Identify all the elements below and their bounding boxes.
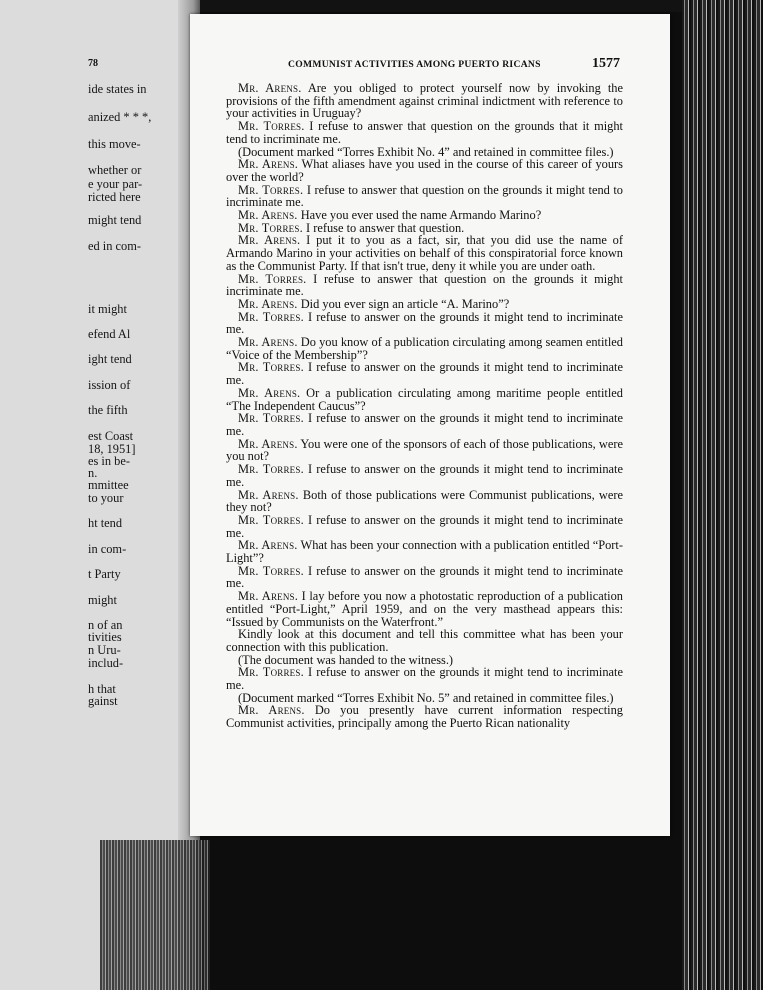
speaker-name: Mr. Arens. — [238, 487, 299, 502]
left-page-fragment: ricted here — [88, 190, 141, 204]
left-page-fragment: e your par- — [88, 177, 143, 191]
transcript-paragraph — [226, 311, 623, 336]
transcript-paragraph — [226, 666, 623, 691]
page-number: 1577 — [592, 56, 620, 71]
paragraph-text: (Document marked “Torres Exhibit No. 5” and retained in committee files.) — [238, 690, 614, 705]
paragraph-text: I refuse to answer on the grounds it might tend to incriminate me. — [226, 563, 623, 591]
speaker-name: Mr. Arens. — [238, 296, 298, 311]
speaker-name: Mr. Torres. — [238, 220, 303, 235]
paragraph-text: Both of those publications were Communist publications, were they not? — [226, 487, 623, 515]
paragraph-text: What has been your connection with a publication entitled “Port-Light”? — [226, 538, 624, 566]
speaker-name: Mr. Torres. — [238, 411, 304, 426]
transcript-paragraph — [226, 565, 623, 590]
left-page-fragment: ed in com- — [88, 239, 141, 253]
speaker-name: Mr. Torres. — [238, 182, 304, 197]
paragraph-text: I refuse to answer on the grounds it might tend to incriminate me. — [226, 462, 623, 489]
speaker-name: Mr. Torres. — [238, 309, 304, 324]
paragraph-text: Or a publication circulating among maritime people entitled “The Independent Caucus”? — [226, 385, 623, 413]
left-page-fragment: ight tend — [88, 352, 132, 366]
transcript-paragraph — [226, 120, 623, 145]
scan-noise-right — [682, 0, 763, 990]
left-page-fragment: in com- — [88, 542, 127, 556]
speaker-name: Mr. Torres. — [238, 271, 307, 286]
left-page-fragment: est Coast — [88, 429, 134, 443]
transcript-paragraph — [226, 489, 623, 514]
transcript-paragraph — [226, 158, 623, 183]
left-page-fragment: es in be- — [88, 454, 130, 468]
speaker-name: Mr. Torres. — [238, 512, 304, 527]
transcript-paragraph — [226, 387, 623, 412]
left-page-fragment: includ- — [88, 656, 124, 670]
paragraph-text: I refuse to answer that question on the grounds it might tend to incriminate me. — [226, 182, 623, 210]
transcript-paragraph — [226, 438, 623, 463]
left-page-fragment: ht tend — [88, 516, 123, 530]
paragraph-text: You were one of the sponsors of each of those publications, were you not? — [226, 436, 623, 464]
speaker-name: Mr. Arens. — [238, 233, 301, 248]
paragraph-text: What aliases have you used in the course of this career of yours over the world? — [226, 157, 623, 184]
speaker-name: Mr. Torres. — [238, 563, 304, 578]
left-page-fragment: ide states in — [88, 82, 147, 96]
paragraph-text: Kindly look at this document and tell this committee what has been your connection with this publication. — [226, 627, 623, 654]
speaker-name: Mr. Arens. — [238, 436, 298, 451]
speaker-name: Mr. Torres. — [238, 462, 304, 477]
left-page-fragment: mmittee — [88, 478, 129, 492]
transcript-body — [226, 82, 623, 730]
left-page-fragment: anized * * *, — [88, 110, 152, 124]
transcript-paragraph — [226, 514, 623, 539]
left-page-folio: 78 — [88, 58, 98, 69]
left-page-fragment: h that — [88, 682, 116, 696]
transcript-paragraph — [226, 590, 623, 628]
paragraph-text: Do you know of a publication circulating among seamen entitled “Voice of the Membership”? — [226, 335, 623, 362]
transcript-paragraph — [226, 628, 623, 653]
left-page-fragment: ission of — [88, 378, 131, 392]
left-page-fragment: tivities — [88, 630, 122, 644]
transcript-paragraph — [226, 273, 623, 298]
paragraph-text: I refuse to answer that question on the grounds it might incriminate me. — [226, 271, 623, 299]
transcript-paragraph — [226, 412, 623, 437]
left-page-fragment: might — [88, 593, 117, 607]
left-page-fragment: n. — [88, 466, 98, 480]
paragraph-text: Do you presently have current information respecting Communist activities, principally among the Puerto Rican nationality — [226, 703, 623, 731]
left-page-fragment: whether or — [88, 163, 142, 177]
paragraph-text: I refuse to answer that question. — [302, 220, 465, 235]
left-page-fragment: it might — [88, 302, 127, 316]
paragraph-text: Have you ever used the name Armando Marino? — [297, 208, 542, 223]
speaker-name: Mr. Arens. — [238, 538, 298, 553]
speaker-name: Mr. Arens. — [238, 157, 299, 172]
transcript-paragraph — [226, 234, 623, 272]
paragraph-text: I refuse to answer on the grounds it might tend to incriminate me. — [226, 360, 623, 388]
paragraph-text: I refuse to answer on the grounds it might tend to incriminate me. — [226, 512, 623, 540]
left-page-fragment: this move- — [88, 137, 141, 151]
running-head: COMMUNIST ACTIVITIES AMONG PUERTO RICANS — [288, 59, 541, 70]
paragraph-text: I refuse to answer that question on the grounds that it might tend to incriminate me. — [226, 119, 623, 146]
left-page-fragment: the fifth — [88, 403, 128, 417]
speaker-name: Mr. Torres. — [238, 119, 305, 134]
paragraph-text: (Document marked “Torres Exhibit No. 4” and retained in committee files.) — [238, 144, 614, 159]
transcript-paragraph — [226, 184, 623, 209]
transcript-paragraph — [226, 82, 623, 120]
left-page-fragment: to your — [88, 491, 124, 505]
paragraph-text: I put it to you as a fact, sir, that you did use the name of Armando Marino in your activities on behalf of this conspiratorial force known as the Communist Party. If that isn't true, deny it while you are under oath. — [226, 233, 623, 273]
paragraph-text: I refuse to answer on the grounds it might tend to incriminate me. — [226, 665, 623, 693]
speaker-name: Mr. Torres. — [238, 360, 304, 375]
paragraph-text: (The document was handed to the witness.) — [238, 652, 454, 667]
transcript-paragraph — [226, 463, 623, 488]
left-page-fragment: 18, 1951] — [88, 442, 136, 456]
speaker-name: Mr. Arens. — [238, 81, 302, 95]
left-page-fragment: efend Al — [88, 327, 131, 341]
paragraph-text: I refuse to answer on the grounds it might tend to incriminate me. — [226, 411, 623, 438]
left-page-fragment: might tend — [88, 213, 142, 227]
left-page-fragment: gainst — [88, 694, 118, 708]
speaker-name: Mr. Arens. — [238, 385, 301, 400]
speaker-name: Mr. Arens. — [238, 335, 298, 350]
speaker-name: Mr. Torres. — [238, 665, 304, 680]
paragraph-text: I refuse to answer on the grounds it might tend to incriminate me. — [226, 309, 623, 337]
transcript-paragraph — [226, 704, 623, 729]
transcript-paragraph — [226, 336, 623, 361]
paragraph-text: Are you obliged to protect yourself now by invoking the provisions of the fifth amendment against criminal indictment with reference to your activities in Uruguay? — [226, 81, 623, 121]
transcript-paragraph — [226, 539, 623, 564]
left-page-fragment: n of an — [88, 618, 123, 632]
transcript-paragraph — [226, 361, 623, 386]
speaker-name: Mr. Arens. — [238, 703, 305, 718]
speaker-name: Mr. Arens. — [238, 208, 298, 223]
left-page-fragment: t Party — [88, 567, 121, 581]
paragraph-text: I lay before you now a photostatic reproduction of a publication entitled “Port-Light,” April 1959, and on the very masthead appears this: “Issued by Communists on the Waterfront.” — [226, 589, 623, 629]
paragraph-text: Did you ever sign an article “A. Marino”? — [297, 296, 510, 311]
speaker-name: Mr. Arens. — [238, 589, 299, 604]
left-page-fragment: n Uru- — [88, 643, 121, 657]
scan-noise-left — [100, 840, 210, 990]
